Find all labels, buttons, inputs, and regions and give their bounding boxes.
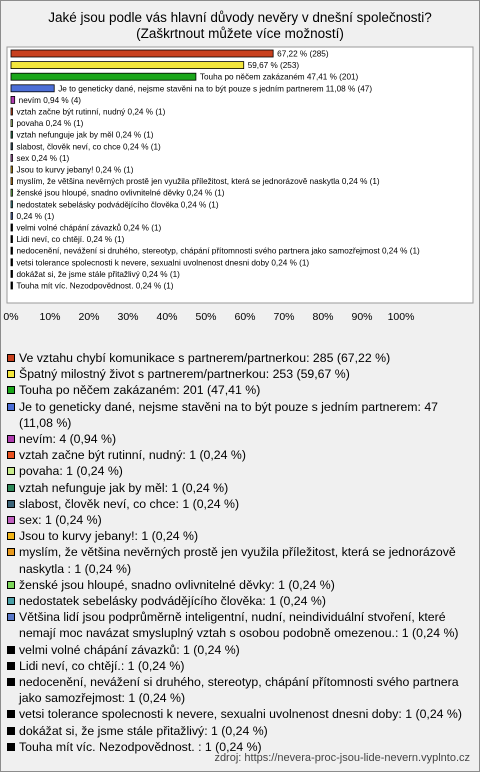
bar-20 [11, 270, 13, 277]
legend-swatch-5 [7, 435, 15, 443]
legend-label-16: velmi volné chápání závazků: 1 (0,24 %) [19, 642, 240, 657]
bar-18 [11, 247, 13, 254]
chart-title-line-2: (Zaškrtnout můžete více možností) [136, 26, 344, 41]
legend-swatch-12 [7, 548, 15, 556]
legend-label-12: myslím, že většina nevěrných prostě jen využila příležitost, která se jednorázově naskytla : 1 (0,24 %) [19, 545, 456, 576]
x-tick-10: 100% [387, 311, 415, 323]
source-link[interactable]: zdroj: https://nevera-proc-jsou-lide-nevern.vyplnto.cz [214, 752, 470, 764]
legend-label-21: Touha mít víc. Nezodpovědnost. : 1 (0,24 %) [19, 739, 262, 754]
bar-label-4: Je to geneticky dané, nejsme stavěni na to být pouze s jedním partnerem 11,08 % (47) [58, 84, 373, 94]
legend-item-13 [6, 577, 474, 593]
legend-swatch-4 [7, 403, 15, 411]
legend-item-11 [6, 528, 474, 544]
legend-label-7: povaha: 1 (0,24 %) [19, 464, 123, 479]
legend-label-10: sex: 1 (0,24 %) [19, 513, 102, 528]
legend-item-15 [6, 609, 474, 641]
legend-swatch-10 [7, 516, 15, 524]
bar-label-5: nevím 0,94 % (4) [18, 95, 82, 105]
legend-swatch-8 [7, 484, 15, 492]
bar-label-7: povaha 0,24 % (1) [16, 119, 84, 129]
legend-item-12 [6, 544, 474, 576]
bar-6 [11, 108, 13, 115]
legend-swatch-2 [7, 370, 15, 378]
bar-label-1: 67,22 % (285) [277, 49, 329, 59]
bar-label-17: Lidi neví, co chtějí. 0,24 % (1) [16, 235, 125, 245]
bar-4 [11, 85, 54, 92]
legend-item-6 [6, 447, 474, 463]
legend-swatch-1 [7, 354, 15, 362]
x-tick-4: 40% [156, 311, 178, 323]
x-tick-2: 20% [78, 311, 100, 323]
legend-label-8: vztah nefunguje jak by měl: 1 (0,24 %) [19, 480, 229, 495]
bar-label-10: sex 0,24 % (1) [16, 153, 70, 163]
bar-label-3: Touha po něčem zakázaném 47,41 % (201) [199, 72, 359, 82]
bar-label-21: Touha mít víc. Nezodpovědnost. 0,24 % (1) [16, 281, 174, 291]
legend-item-4 [6, 399, 474, 431]
legend-swatch-14 [7, 597, 15, 605]
legend-label-13: ženské jsou hloupé, snadno ovlivnitelné děvky: 1 (0,24 %) [19, 577, 335, 592]
legend-swatch-15 [7, 613, 15, 621]
bar-5 [11, 96, 15, 103]
legend-label-6: vztah začne být rutinní, nudný: 1 (0,24 %) [19, 448, 246, 463]
legend-label-18: nedocenění, nevážení si druhého, stereotyp, chápání přítomnosti svého partnera jako samozřejmost: 1 (0,24 %) [19, 675, 459, 706]
chart-title-line-1: Jaké jsou podle vás hlavní důvody nevěry v dnešní společnosti? [48, 10, 432, 25]
x-tick-3: 30% [117, 311, 139, 323]
x-axis-ticks [3, 311, 414, 323]
bar-12 [11, 178, 13, 185]
legend-item-7 [6, 463, 474, 479]
bar-label-19: vetsi tolerance spolecnosti k nevere, sexualni uvolnenost dnesni doby 0,24 % (1) [16, 258, 310, 268]
bar-13 [11, 189, 13, 196]
legend-label-15: Většina lidí jsou podprůměrně inteligentní, nudní, neindividuální stvoření, které nemají moc navázat smysluplný vztah s osobou podobně omezenou.: 1 (0,24 %) [19, 610, 459, 641]
legend-label-5: nevím: 4 (0,94 %) [19, 432, 117, 447]
legend-item-2 [6, 366, 474, 382]
bar-label-12: myslím, že většina nevěrných prostě jen využila příležitost, která se jednorázově naskytla 0,24 % (1) [16, 177, 380, 187]
legend [6, 350, 474, 755]
bar-label-8: vztah nefunguje jak by měl 0,24 % (1) [16, 130, 154, 140]
x-tick-9: 90% [351, 311, 373, 323]
bar-9 [11, 143, 13, 150]
bar-1 [11, 50, 273, 57]
bar-16 [11, 224, 13, 231]
legend-item-20 [6, 723, 474, 739]
bar-label-6: vztah začne být rutinní, nudný 0,24 % (1) [16, 107, 166, 117]
bar-2 [11, 62, 244, 69]
legend-item-14 [6, 593, 474, 609]
bar-label-18: nedocenění, nevážení si druhého, stereotyp, chápání přítomnosti svého partnera jako samozřejmost 0,24 % (1) [16, 246, 420, 256]
legend-item-1 [6, 350, 474, 366]
legend-swatch-9 [7, 500, 15, 508]
legend-label-4: Je to geneticky dané, nejsme stavěni na to být pouze s jedním partnerem: 47 (11,08 %) [19, 399, 439, 430]
legend-item-8 [6, 480, 474, 496]
legend-swatch-19 [7, 710, 15, 718]
legend-swatch-6 [7, 451, 15, 459]
legend-item-16 [6, 642, 474, 658]
bar-chart [0, 0, 480, 350]
bar-8 [11, 131, 13, 138]
legend-swatch-21 [7, 743, 15, 751]
x-tick-1: 10% [39, 311, 61, 323]
legend-item-18 [6, 674, 474, 706]
legend-item-10 [6, 512, 474, 528]
legend-item-3 [6, 382, 474, 398]
legend-label-11: Jsou to kurvy jebany!: 1 (0,24 %) [19, 529, 199, 544]
bar-label-11: Jsou to kurvy jebany! 0,24 % (1) [16, 165, 134, 175]
legend-swatch-11 [7, 532, 15, 540]
legend-item-17 [6, 658, 474, 674]
bar-10 [11, 154, 13, 161]
bar-3 [11, 73, 196, 80]
bar-11 [11, 166, 13, 173]
legend-item-19 [6, 706, 474, 722]
bar-label-16: velmi volné chápání závazků 0,24 % (1) [16, 223, 162, 233]
x-tick-7: 70% [273, 311, 295, 323]
bar-label-9: slabost, člověk neví, co chce 0,24 % (1) [16, 142, 161, 152]
legend-label-9: slabost, člověk neví, co chce: 1 (0,24 %) [19, 496, 240, 511]
x-tick-0: 0% [3, 311, 19, 323]
legend-swatch-17 [7, 662, 15, 670]
legend-label-1: Ve vztahu chybí komunikace s partnerem/partnerkou: 285 (67,22 %) [19, 351, 391, 365]
bar-15 [11, 212, 13, 219]
x-tick-8: 80% [312, 311, 334, 323]
legend-label-19: vetsi tolerance spolecnosti k nevere, sexualni uvolnenost dnesni doby: 1 (0,24 %) [19, 707, 462, 722]
legend-label-2: Špatný milostný život s partnerem/partnerkou: 253 (59,67 %) [19, 367, 350, 382]
x-tick-5: 50% [195, 311, 217, 323]
legend-swatch-3 [7, 386, 15, 394]
bar-label-14: nedostatek sebelásky podvádějícího člověka 0,24 % (1) [16, 200, 219, 210]
legend-swatch-16 [7, 646, 15, 654]
legend-swatch-20 [7, 727, 15, 735]
legend-label-3: Touha po něčem zakázaném: 201 (47,41 %) [19, 383, 261, 398]
x-tick-6: 60% [234, 311, 256, 323]
legend-item-9 [6, 496, 474, 512]
bar-label-15: 0,24 % (1) [16, 211, 55, 221]
legend-item-5 [6, 431, 474, 447]
legend-swatch-7 [7, 467, 15, 475]
bar-label-13: ženské jsou hloupé, snadno ovlivnitelné děvky 0,24 % (1) [16, 188, 225, 198]
legend-label-20: dokážat si, že jsme stále přitažlivý: 1 (0,24 %) [19, 723, 268, 738]
legend-label-14: nedostatek sebelásky podvádějícího člověka: 1 (0,24 %) [19, 594, 326, 609]
legend-label-17: Lidi neví, co chtějí.: 1 (0,24 %) [19, 658, 185, 673]
bar-label-20: dokážat si, že jsme stále přitažlivý 0,24 % (1) [16, 269, 180, 279]
bar-19 [11, 259, 13, 266]
bar-7 [11, 120, 13, 127]
legend-swatch-18 [7, 678, 15, 686]
bar-14 [11, 201, 13, 208]
legend-swatch-13 [7, 581, 15, 589]
bar-label-2: 59,67 % (253) [247, 61, 300, 71]
bar-21 [11, 282, 13, 289]
bar-17 [11, 236, 13, 243]
